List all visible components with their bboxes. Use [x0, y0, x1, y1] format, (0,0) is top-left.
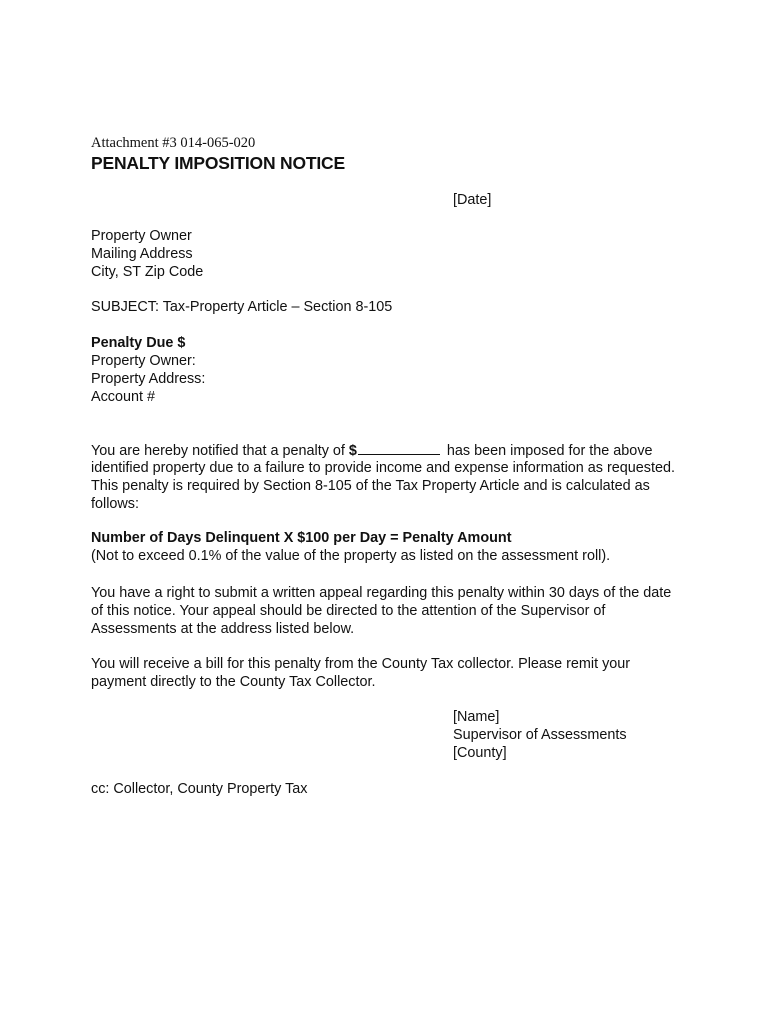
paragraph-notification-line-2: identified property due to a failure to provide income and expense information as requested.	[91, 460, 675, 476]
notification-prefix: You are hereby notified that a penalty of	[91, 443, 349, 459]
paragraph-bill-line-1: You will receive a bill for this penalty from the County Tax collector. Please remit your	[91, 656, 631, 672]
attachment-line: Attachment #3 014-065-020	[91, 135, 256, 151]
paragraph-appeal-line-1: You have a right to submit a written appeal regarding this penalty within 30 days of the date	[91, 585, 672, 601]
paragraph-notification-line-4: follows:	[91, 496, 139, 512]
penalty-formula-note: (Not to exceed 0.1% of the value of the property as listed on the assessment roll).	[91, 548, 611, 564]
cc-line: cc: Collector, County Property Tax	[91, 781, 308, 797]
paragraph-notification-line-1	[91, 441, 653, 460]
subject-line: SUBJECT: Tax-Property Article – Section 8-105	[91, 299, 393, 315]
dollar-sign: $	[348, 443, 357, 459]
penalty-formula: Number of Days Delinquent X $100 per Day = Penalty Amount	[91, 530, 512, 546]
paragraph-appeal-line-3: Assessments at the address listed below.	[91, 621, 355, 637]
property-address-field: Property Address:	[91, 371, 206, 387]
property-owner-field: Property Owner:	[91, 353, 196, 369]
penalty-due-heading: Penalty Due $	[91, 335, 186, 351]
recipient-city-state-zip: City, ST Zip Code	[91, 264, 204, 280]
page-title: PENALTY IMPOSITION NOTICE	[91, 153, 345, 173]
penalty-amount-blank	[358, 441, 440, 455]
signature-role: Supervisor of Assessments	[453, 727, 627, 743]
recipient-owner: Property Owner	[91, 228, 192, 244]
signature-county: [County]	[453, 745, 507, 761]
account-number-field: Account #	[91, 389, 155, 405]
paragraph-notification-line-3: This penalty is required by Section 8-105 of the Tax Property Article and is calculated as	[91, 478, 650, 494]
notification-suffix: has been imposed for the above	[442, 443, 653, 459]
paragraph-appeal-line-2: of this notice. Your appeal should be directed to the attention of the Supervisor of	[91, 603, 606, 619]
date-placeholder: [Date]	[453, 192, 492, 208]
paragraph-bill-line-2: payment directly to the County Tax Collector.	[91, 674, 376, 690]
signature-name: [Name]	[453, 709, 500, 725]
recipient-mailing-address: Mailing Address	[91, 246, 193, 262]
